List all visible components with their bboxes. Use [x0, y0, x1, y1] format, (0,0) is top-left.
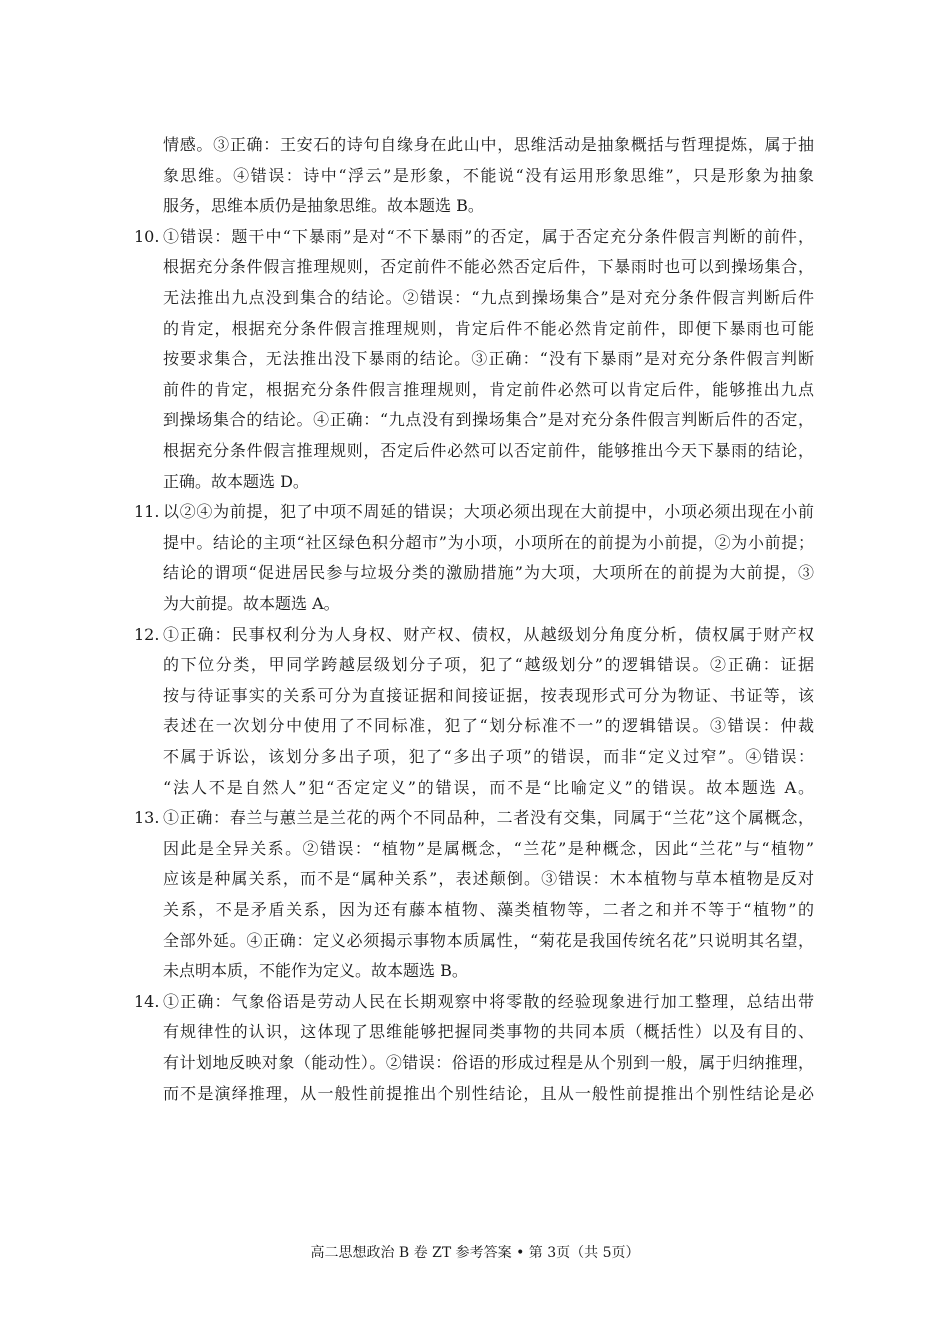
answer-text-line: ①正确：民事权利分为人身权、财产权、债权，从越级划分角度分析，债权属于财产权 — [163, 624, 816, 644]
answer-text-line: 不属于诉讼，该划分多出子项，犯了“多出子项”的错误，而非“定义过窄”。④错误： — [163, 747, 816, 766]
answer-text-line: 而不是演绎推理，从一般性前提推出个别性结论，且从一般性前提推出个别性结论是必 — [163, 1083, 816, 1103]
answer-text-line: 表述在一次划分中使用了不同标准，犯了“划分标准不一”的逻辑错误。③错误：仲裁 — [163, 716, 816, 736]
answer-text-line: 有计划地反映对象（能动性）。②错误：俗语的形成过程是从个别到一般，属于归纳推理， — [163, 1053, 815, 1072]
answer-text-line: 结论的谓项“促进居民参与垃圾分类的激励措施”为大项，大项所在的前提为大前提，③ — [163, 563, 816, 583]
answer-text-line: 情感。③正确：王安石的诗句自缘身在此山中，思维活动是抽象概括与哲理提炼，属于抽 — [163, 135, 815, 154]
answer-text-line: 根据充分条件假言推理规则，否定后件必然可以否定前件，能够推出今天下暴雨的结论， — [163, 441, 815, 460]
answer-text-line: “法人不是自然人”犯“否定定义”的错误，而不是“比喻定义”的错误。故本题选 A。 — [163, 777, 816, 797]
answer-text-line: 以②④为前提，犯了中项不周延的错误；大项必须出现在大前提中，小项必须出现在小前 — [163, 502, 815, 522]
answer-text-line: 服务，思维本质仍是抽象思维。故本题选 B。 — [163, 196, 484, 216]
answer-text-line: 有规律性的认识，这体现了思维能够把握同类事物的共同本质（概括性）以及有目的、 — [163, 1022, 816, 1042]
answer-text-line: 应该是种属关系，而不是“属种关系”，表述颠倒。③错误：木本植物与草本植物是反对 — [163, 869, 816, 889]
question-number: 13. — [134, 808, 160, 828]
question-number: 10. — [134, 226, 160, 246]
answer-text-line: 根据充分条件假言推理规则，否定前件不能必然否定后件，下暴雨时也可以到操场集合， — [163, 257, 815, 277]
answer-text-line: ①正确：气象俗语是劳动人民在长期观察中将零散的经验现象进行加工整理，总结出带 — [163, 991, 816, 1011]
question-number: 14. — [134, 991, 160, 1011]
answer-text-line: 为大前提。故本题选 A。 — [163, 594, 340, 613]
answer-text-line: 按要求集合，无法推出没下暴雨的结论。③正确：“没有下暴雨”是对充分条件假言判断 — [163, 349, 816, 369]
answer-text-line: 的下位分类，甲同学跨越层级划分子项，犯了“越级划分”的逻辑错误。②正确：证据 — [163, 655, 816, 675]
answer-text-line: 未点明本质，不能作为定义。故本题选 B。 — [163, 961, 468, 981]
question-number: 11. — [134, 502, 160, 522]
answer-text-line: 前件的肯定，根据充分条件假言推理规则，肯定前件必然可以肯定后件，能够推出九点 — [163, 379, 816, 399]
answer-text-line: 全部外延。④正确：定义必须揭示事物本质属性，“菊花是我国传统名花”只说明其名望， — [163, 930, 815, 950]
answer-text-line: 正确。故本题选 D。 — [163, 471, 309, 491]
answer-text-line: 象思维。④错误：诗中“浮云”是形象，不能说“没有运用形象思维”，只是形象为抽象 — [163, 165, 816, 185]
answer-text-line: 因此是全异关系。②错误：“植物”是属概念，“兰花”是种概念，因此“兰花”与“植物” — [163, 838, 816, 858]
answer-text-line: 提中。结论的主项“社区绿色积分超市”为小项，小项所在的前提为小前提，②为小前提； — [163, 532, 815, 552]
answer-text-line: ①正确：春兰与蕙兰是兰花的两个不同品种，二者没有交集，同属于“兰花”这个属概念， — [163, 808, 815, 828]
answer-text-line: 关系，不是矛盾关系，因为还有藤本植物、藻类植物等，二者之和并不等于“植物”的 — [163, 900, 816, 919]
answer-text-line: 按与待证事实的关系可分为直接证据和间接证据，按表现形式可分为物证、书证等，该 — [163, 685, 816, 705]
answer-text-line: ①错误：题干中“下暴雨”是对“不下暴雨”的否定，属于否定充分条件假言判断的前件， — [163, 226, 816, 246]
answer-text-line: 无法推出九点没到集合的结论。②错误：“九点到操场集合”是对充分条件假言判断后件 — [163, 288, 816, 307]
page-footer: 高二思想政治 B 卷 ZT 参考答案 • 第 3页（共 5页） — [310, 1245, 640, 1261]
answer-text-line: 的肯定，根据充分条件假言推理规则，肯定后件不能必然肯定前件，即便下暴雨也可能 — [163, 318, 816, 338]
answer-text-line: 到操场集合的结论。④正确：“九点没有到操场集合”是对充分条件假言判断后件的否定， — [163, 410, 815, 430]
question-number: 12. — [134, 624, 160, 644]
